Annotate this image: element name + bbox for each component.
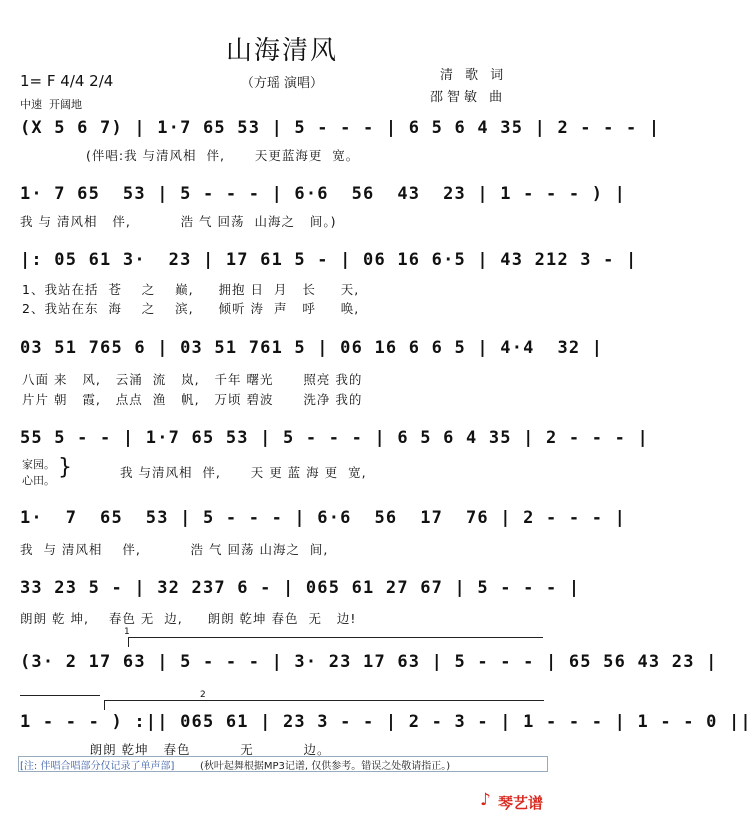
volta-1-number: 1 bbox=[124, 627, 130, 637]
score-line-7-notes: 33 23 5 - | 32 237 6 - | 065 61 27 67 | 5 - - - | bbox=[20, 578, 581, 598]
score-line-8-notes: (3· 2 17 63 | 5 - - - | 3· 23 17 63 | 5 - - - | 65 56 43 23 | bbox=[20, 652, 718, 672]
score-line-6-notes: 1· 7 65 53 | 5 - - - | 6·6 56 17 76 | 2 - - - | bbox=[20, 508, 627, 528]
score-line-3-notes: |: 05 61 3· 23 | 17 61 5 - | 06 16 6·5 | 43 212 3 - | bbox=[20, 250, 638, 270]
footer-note-left: [注: 伴唱合唱部分仅记录了单声部] bbox=[20, 761, 175, 772]
score-line-9-notes: 1 - - - ) :|| 065 61 | 23 3 - - | 2 - 3 - | 1 - - - | 1 - - 0 || bbox=[20, 712, 752, 732]
singer-credit: （方瑶 演唱） bbox=[240, 76, 324, 91]
score-line-5-lyrics-2: 心田。 bbox=[22, 474, 55, 487]
score-line-7-lyrics-1: 朗朗 乾 坤, 春色 无 边, 朗朗 乾坤 春色 无 边! bbox=[20, 611, 357, 626]
footer-note-right: (秋叶起舞根据MP3记谱, 仅供参考。错误之处敬请指正。) bbox=[200, 761, 451, 772]
qinyipu-logo-icon: ♪ bbox=[480, 790, 491, 810]
score-line-4-notes: 03 51 765 6 | 03 51 761 5 | 06 16 6 6 5 | 4·4 32 | bbox=[20, 338, 604, 358]
score-line-4-lyrics-2: 片片 朝 霞, 点点 渔 帆, 万顷 碧波 洗净 我的 bbox=[22, 392, 363, 407]
volta-1-bracket bbox=[128, 637, 543, 638]
composer-credit: 邵智敏 曲 bbox=[430, 90, 507, 105]
score-line-2-notes: 1· 7 65 53 | 5 - - - | 6·6 56 43 23 | 1 - - - ) | bbox=[20, 184, 627, 204]
score-line-1-notes: (X 5 6 7) | 1·7 65 53 | 5 - - - | 6 5 6 4 35 | 2 - - - | bbox=[20, 118, 661, 138]
score-line-6-lyrics-1: 我 与 清风相 伴, 浩 气 回荡 山海之 间, bbox=[20, 542, 329, 557]
volta-1-bracket-start bbox=[128, 637, 129, 647]
key-signature: 1= F 4/4 2/4 bbox=[20, 72, 114, 90]
score-line-2-lyrics-1: 我 与 清风相 伴, 浩 气 回荡 山海之 间。) bbox=[20, 214, 337, 229]
score-line-5-lyrics-cont: 我 与清风相 伴, 天 更 蓝 海 更 宽, bbox=[120, 465, 367, 480]
score-line-3-lyrics-2: 2、我站在东 海 之 滨, 倾听 涛 声 呼 唤, bbox=[22, 301, 360, 316]
volta-2-bracket bbox=[104, 700, 544, 701]
volta-1-bracket-cont bbox=[20, 695, 100, 696]
score-line-5-notes: 55 5 - - | 1·7 65 53 | 5 - - - | 6 5 6 4 35 | 2 - - - | bbox=[20, 428, 649, 448]
score-line-9-lyrics-1: 朗朗 乾坤 春色 无 边。 bbox=[20, 742, 331, 757]
score-line-4-lyrics-1: 八面 来 风, 云涌 流 岚, 千年 曙光 照亮 我的 bbox=[22, 372, 363, 387]
song-title: 山海清风 bbox=[225, 36, 338, 66]
score-line-1-lyrics-1: (伴唱:我 与清风相 伴, 天更蓝海更 宽。 bbox=[86, 148, 360, 163]
score-line-3-lyrics-1: 1、我站在括 苍 之 巅, 拥抱 日 月 长 天, bbox=[22, 282, 360, 297]
volta-2-bracket-start bbox=[104, 700, 105, 710]
lyricist-credit: 清 歌 词 bbox=[440, 68, 508, 83]
brace-mark: } bbox=[58, 455, 72, 480]
qinyipu-logo-text: 琴艺谱 bbox=[498, 794, 544, 812]
score-line-5-lyrics-1: 家园。 bbox=[22, 458, 55, 471]
volta-2-number: 2 bbox=[200, 690, 206, 700]
tempo-marking: 中速 开阔地 bbox=[20, 98, 82, 111]
